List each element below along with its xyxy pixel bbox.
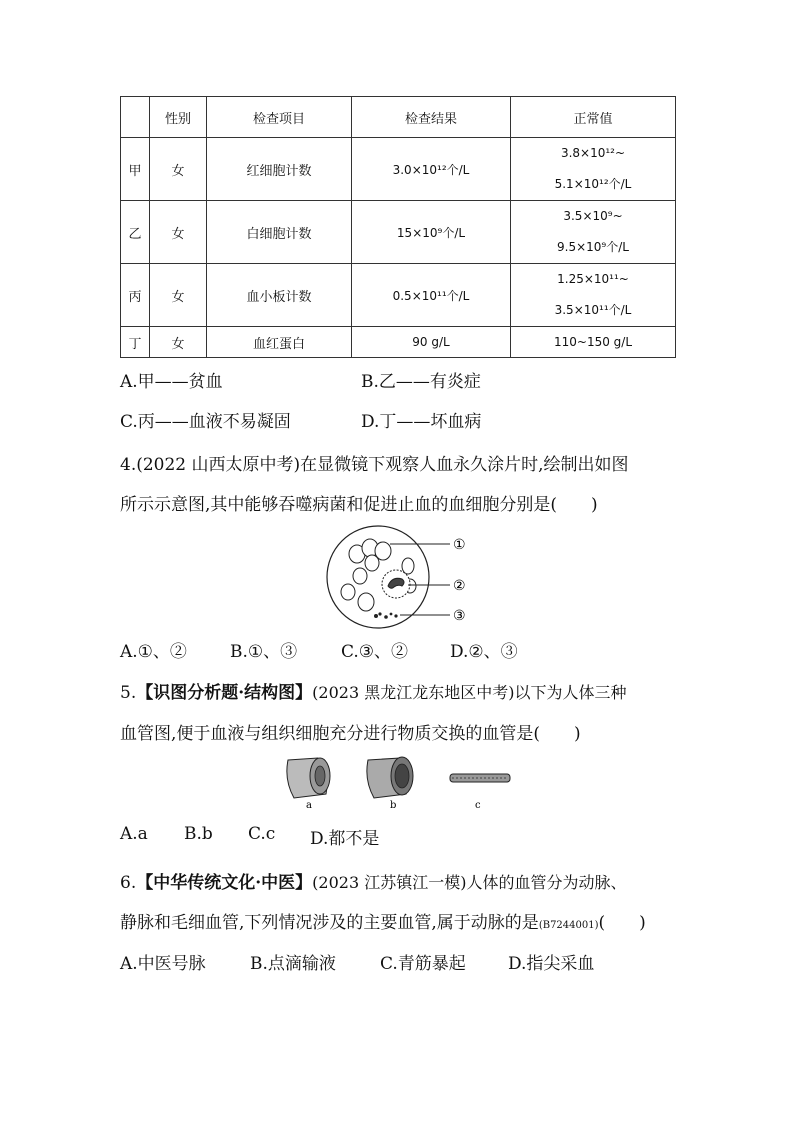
row-sex: 女 — [150, 138, 207, 201]
table-header: 检查项目 — [207, 97, 352, 138]
row-normal — [511, 138, 676, 201]
row-result: 0.5×10¹¹个/L — [352, 264, 511, 327]
red-blood-cell — [402, 558, 414, 574]
q6-code: (B7244001) — [538, 920, 599, 931]
q5-source: (2023 黑龙江龙东地区中考)以下为人体三种 — [312, 683, 627, 702]
q4-option-c[interactable]: C.③、② — [341, 642, 409, 662]
q5-tag: 【识图分析题·结构图】 — [136, 683, 313, 703]
q6-number: 6. — [120, 873, 137, 893]
q6-option-a[interactable]: A.中医号脉 — [120, 954, 206, 974]
q4-option-b[interactable]: B.①、③ — [230, 642, 298, 662]
normal-low: 1.25×10¹¹~ — [557, 271, 629, 286]
normal-high: 3.5×10¹¹个/L — [554, 303, 632, 318]
blood-test-table — [120, 96, 676, 358]
vessel-label-a: a — [306, 800, 312, 810]
row-result: 15×10⁹个/L — [352, 201, 511, 264]
blood-vessel-figure — [282, 754, 522, 810]
q6-option-d[interactable]: D.指尖采血 — [508, 954, 595, 974]
normal-high: 9.5×10⁹个/L — [557, 240, 629, 255]
q5-stem-line2: 血管图,便于血液与组织细胞充分进行物质交换的血管是( ) — [120, 724, 581, 744]
q6-option-b[interactable]: B.点滴输液 — [250, 954, 336, 974]
vessel-label-b: b — [390, 800, 397, 810]
q6-option-c[interactable]: C.青筋暴起 — [380, 954, 466, 974]
q5-option-b[interactable]: B.b — [184, 824, 213, 844]
red-blood-cell — [353, 568, 367, 584]
q5-option-c[interactable]: C.c — [248, 824, 276, 844]
blood-smear-figure — [320, 524, 480, 630]
vessel-b — [367, 757, 413, 798]
q5-option-a[interactable]: A.a — [120, 824, 148, 844]
q3-option-c[interactable]: C.丙——血液不易凝固 — [120, 412, 291, 432]
table-header: 性别 — [150, 97, 207, 138]
q6-stem-text: 静脉和毛细血管,下列情况涉及的主要血管,属于动脉的是 — [120, 913, 539, 933]
q6-tag: 【中华传统文化·中医】 — [136, 873, 313, 893]
table-header: 正常值 — [511, 97, 676, 138]
q6-stem-line2 — [120, 908, 646, 933]
vessel-a — [287, 758, 330, 798]
row-normal — [511, 264, 676, 327]
row-normal: 110~150 g/L — [511, 327, 676, 358]
row-id: 丁 — [121, 327, 150, 358]
fig-label-1: ① — [453, 537, 466, 553]
red-blood-cell — [341, 584, 355, 600]
normal-low: 3.8×10¹²~ — [560, 145, 626, 160]
row-sex: 女 — [150, 327, 207, 358]
q3-option-a[interactable]: A.甲——贫血 — [120, 372, 223, 392]
q3-option-d[interactable]: D.丁——坏血病 — [361, 412, 482, 432]
q6-stem-line1 — [120, 868, 626, 893]
fig-label-2: ② — [453, 578, 466, 594]
normal-high: 5.1×10¹²个/L — [554, 177, 632, 192]
table-header: 检查结果 — [352, 97, 511, 138]
platelets — [374, 612, 398, 618]
q4-stem-line2: 所示示意图,其中能够吞噬病菌和促进止血的血细胞分别是( ) — [120, 495, 598, 515]
fig-label-3: ③ — [453, 608, 466, 624]
red-blood-cell — [365, 555, 379, 571]
q5-option-d[interactable]: D.都不是 — [310, 829, 380, 849]
row-normal — [511, 201, 676, 264]
table-header-row — [121, 97, 676, 138]
normal-low: 3.5×10⁹~ — [563, 208, 623, 223]
table-row — [121, 264, 676, 327]
row-result: 3.0×10¹²个/L — [352, 138, 511, 201]
row-item: 血红蛋白 — [207, 327, 352, 358]
row-sex: 女 — [150, 264, 207, 327]
row-item: 白细胞计数 — [207, 201, 352, 264]
table-header — [121, 97, 150, 138]
q5-stem-line1 — [120, 678, 626, 703]
row-id: 甲 — [121, 138, 150, 201]
table-row — [121, 201, 676, 264]
q4-option-d[interactable]: D.②、③ — [450, 642, 518, 662]
q6-source: (2023 江苏镇江一模)人体的血管分为动脉、 — [312, 873, 627, 892]
q6-answer-blank: ( ) — [598, 913, 646, 933]
row-item: 血小板计数 — [207, 264, 352, 327]
row-id: 丙 — [121, 264, 150, 327]
q5-number: 5. — [120, 683, 137, 703]
row-item: 红细胞计数 — [207, 138, 352, 201]
red-blood-cell — [358, 593, 374, 611]
q3-option-b[interactable]: B.乙——有炎症 — [361, 372, 481, 392]
table-row — [121, 138, 676, 201]
q4-stem-line1: 4.(2022 山西太原中考)在显微镜下观察人血永久涂片时,绘制出如图 — [120, 455, 629, 475]
vessel-label-c: c — [475, 800, 481, 810]
row-result: 90 g/L — [352, 327, 511, 358]
vessel-c — [450, 774, 510, 782]
row-id: 乙 — [121, 201, 150, 264]
q4-option-a[interactable]: A.①、② — [120, 642, 187, 662]
table-row — [121, 327, 676, 358]
row-sex: 女 — [150, 201, 207, 264]
